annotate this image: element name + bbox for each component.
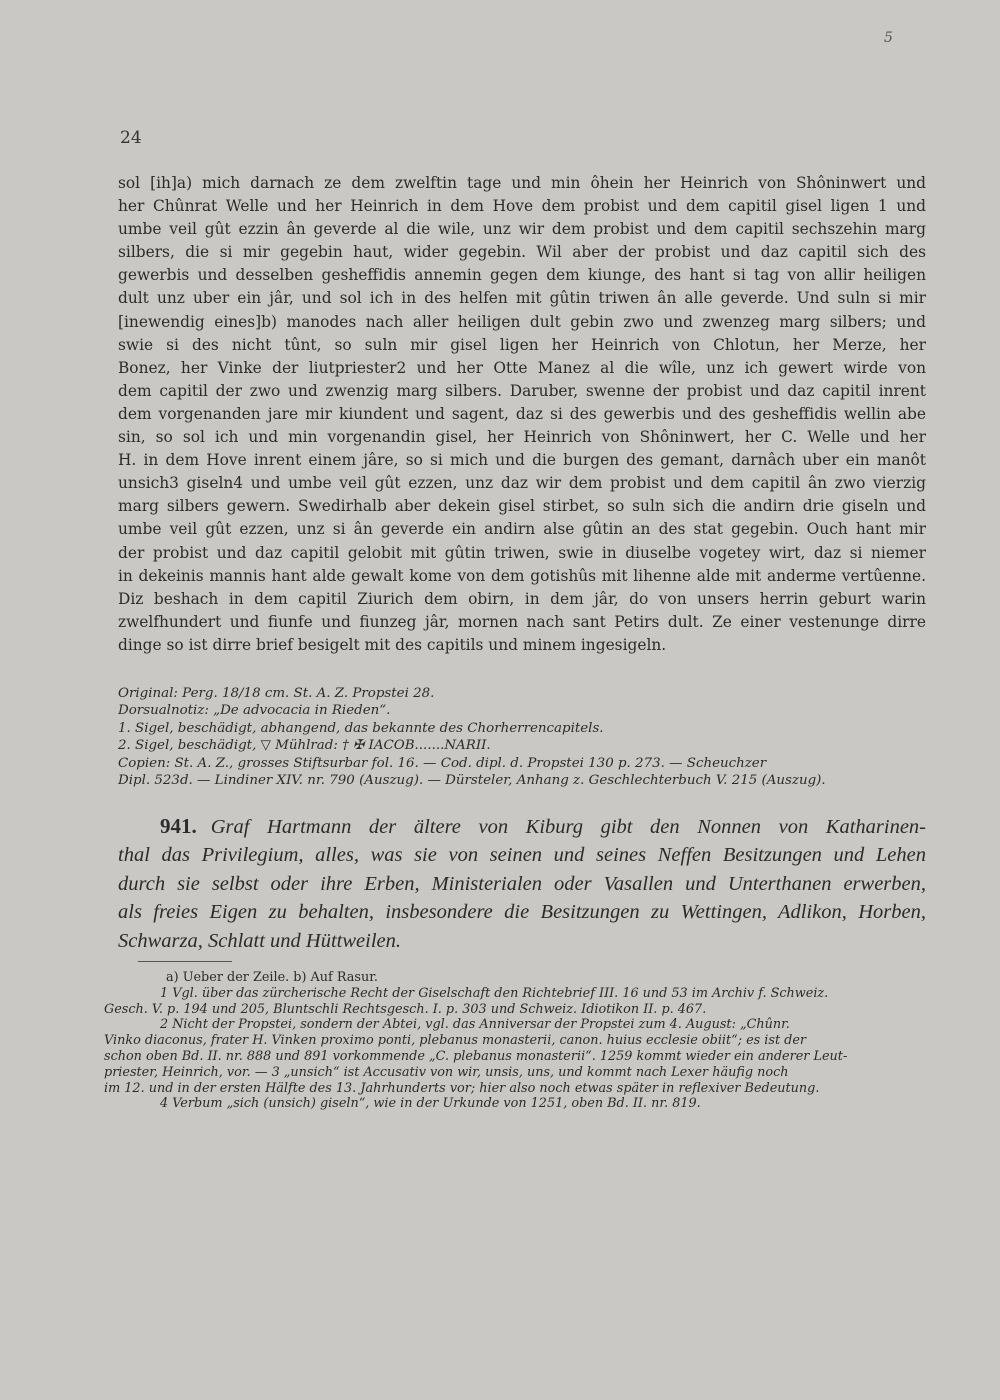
source-notes [118,685,926,789]
body-line: der probist und daz capitil gelobit mit gûtin triwen, swie in diuselbe vogetey wirt, daz si niemer [118,543,926,562]
document-body [118,172,926,657]
footnote-line: 2 Nicht der Propstei, sondern der Abtei, vgl. das Anniversar der Propstei zum 4. August: „Chûnr. [160,1017,790,1033]
footnote-line: im 12. und in der ersten Hälfte des 13. Jahrhunderts vor; hier also noch etwas später in reflexiver Bedeutung. [104,1080,820,1096]
body-line: dult unz uber ein jâr, und sol ich in des helfen mit gûtin triwen ân alle geverde. Und suln si mir [118,289,926,308]
entry-number: 941. [160,814,197,838]
entry-line-text: Graf Hartmann der ältere von Kiburg gibt den Nonnen von Katharinen- [210,816,926,838]
note-line-copies-cont: Dipl. 523d. — Lindiner XIV. nr. 790 (Auszug). — Dürsteler, Anhang z. Geschlechterbuch V. 215 (Auszug). [118,773,826,789]
corner-mark: 5 [884,30,893,46]
body-line: her Chûnrat Welle und her Heinrich in dem Hove dem probist und dem capitil gisel ligen 1 und [118,197,926,216]
body-line: Bonez, her Vinke der liutpriester2 und her Otte Manez al die wîle, unz ich gewert wirde von [118,358,926,377]
body-line: [inewendig eines]b) manodes nach aller heiligen dult gebin zwo und zwenzeg marg silbers; und [118,312,926,331]
entry-line: Schwarza, Schlatt und Hüttweilen. [118,929,401,952]
body-line: Diz beshach in dem capitil Ziurich dem obirn, in dem jâr, do von unsers herrin geburt warin [118,589,926,608]
body-line: swie si des nicht tûnt, so suln mir gisel ligen her Heinrich von Chlotun, her Merze, her [118,335,926,354]
body-line: dem capitil der zwo und zwenzig marg silbers. Daruber, swenne der probist und daz capitil inrent [118,381,926,400]
body-line: unsich3 giseln4 und umbe veil gût ezzen, unz daz wir dem probist und dem capitil ân zwo vierzig [118,474,926,493]
page-number: 24 [120,128,142,148]
body-line: sin, so sol ich und min vorgenandin gisel, her Heinrich von Shôninwert, her C. Welle und her [118,428,926,447]
footnotes [104,970,922,1112]
body-line: umbe veil gût ezzin ân geverde al die wile, unz wir dem probist und dem capitil sechszehin marg [118,220,926,239]
entry-line [118,812,926,841]
note-line-original: Original: Perg. 18/18 cm. St. A. Z. Propstei 28. [118,686,435,701]
footnote-divider [138,961,232,962]
footnote-line: Vinko diaconus, frater H. Vinken proximo ponti, plebanus monasterii, canon. huius ecclesie obiit“; es ist der [104,1033,807,1049]
note-line-dorsual: Dorsualnotiz: „De advocacia in Rieden“. [118,703,391,719]
footnote-line: 4 Verbum „sich (unsich) giseln“, wie in der Urkunde von 1251, oben Bd. II. nr. 819. [160,1096,701,1112]
note-line-copies: Copien: St. A. Z., grosses Stiftsurbar fol. 16. — Cod. dipl. d. Propstei 130 p. 273. — Scheuchzer [118,755,767,771]
body-line: sol [ih]a) mich darnach ze dem zwelftin tage und min ôhein her Heinrich von Shôninwert und [118,174,926,192]
footnote-line: schon oben Bd. II. nr. 888 und 891 vorkommende „C. plebanus monasterii“. 1259 kommt wieder ein anderer Leut- [104,1048,848,1064]
footnote-line: Gesch. V. p. 194 und 205, Bluntschli Rechtsgesch. I. p. 303 und Schweiz. Idiotikon II. p. 467. [104,1001,707,1017]
body-line: marg silbers gewern. Swedirhalb aber dekein gisel stirbet, so suln sich die andirn drie giseln und [118,497,926,516]
body-line: in dekeinis mannis hant alde gewalt kome von dem gotishûs mit lihenne alde mit anderme vertûenne. [118,566,926,585]
note-line-seal-1: 1. Sigel, beschädigt, abhangend, das bekannte des Chorherrencapitels. [118,720,604,736]
footnote-line: 1 Vgl. über das zürcherische Recht der Giselschaft den Richtebrief III. 16 und 53 im Archiv f. Schweiz. [160,985,829,1001]
body-line: dinge so ist dirre brief besigelt mit des capitils und minem ingesigeln. [118,635,667,654]
body-line: zwelfhundert und fiunfe und fiunzeg jâr, mornen nach sant Petirs dult. Ze einer vestenunge dirre [118,612,926,631]
entry-941 [118,812,926,955]
body-line: silbers, die si mir gegebin haut, wider gegebin. Wil aber der probist und daz capitil sich des [118,243,926,262]
note-line-seal-2: 2. Sigel, beschädigt, ▽ Mühlrad: † ✠ IACOB.......NARII. [118,738,491,754]
footnote-line: a) Ueber der Zeile. b) Auf Rasur. [166,970,378,985]
body-line: gewerbis und desselben gesheffidis annemin gegen dem kiunge, des hant si tag von allir heiligen [118,266,926,285]
entry-line: durch sie selbst oder ihre Erben, Ministerialen oder Vasallen und Unterthanen erwerben, [118,872,926,895]
footnote-line: priester, Heinrich, vor. — 3 „unsich“ ist Accusativ von wir, unsis, uns, und kommt nach Lexer häufig noch [104,1064,789,1080]
body-line: umbe veil gût ezzen, unz si ân geverde ein andirn alse gûtin an des stat gegebin. Ouch hant mir [118,520,926,539]
entry-line: thal das Privilegium, alles, was sie von seinen und seines Neffen Besitzungen und Lehen [118,844,926,867]
body-line: H. in dem Hove inrent einem jâre, so si mich und die burgen des gemant, darnâch uber ein manôt [118,451,926,470]
entry-line: als freies Eigen zu behalten, insbesondere die Besitzungen zu Wettingen, Adlikon, Horben, [118,901,926,924]
body-line: dem vorgenanden jare mir kiundent und sagent, daz si des gewerbis und des gesheffidis wellin abe [118,404,926,423]
